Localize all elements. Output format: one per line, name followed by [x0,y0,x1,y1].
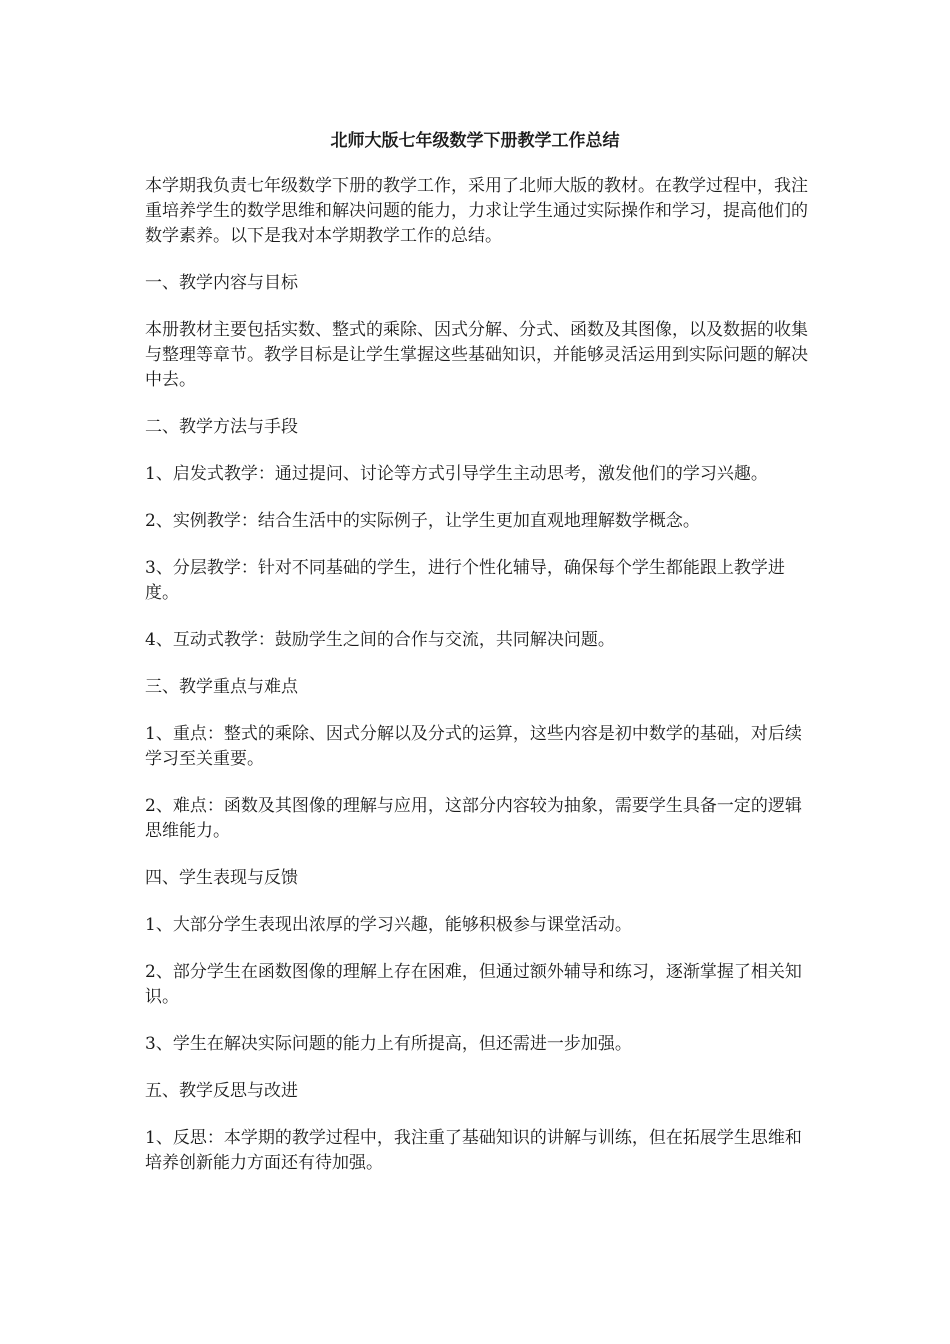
list-item-key-point: 1、重点：整式的乘除、因式分解以及分式的运算，这些内容是初中数学的基础，对后续学习至关重要。 [145,724,802,769]
document-title: 北师大版七年级数学下册教学工作总结 [330,131,620,151]
document-body [145,174,815,1176]
list-item-difficulty: 2、难点：函数及其图像的理解与应用，这部分内容较为抽象，需要学生具备一定的逻辑思维能力。 [145,796,802,841]
paragraph-content-goals: 本册教材主要包括实数、整式的乘除、因式分解、分式、函数及其图像，以及数据的收集与整理等章节。教学目标是让学生掌握这些基础知识，并能够灵活运用到实际问题的解决中去。 [145,320,808,390]
list-item-method-4: 4、互动式教学：鼓励学生之间的合作与交流，共同解决问题。 [145,630,615,650]
list-item-feedback-2: 2、部分学生在函数图像的理解上存在困难，但通过额外辅导和练习，逐渐掌握了相关知识。 [145,962,802,1007]
section-heading-methods: 二、教学方法与手段 [145,417,298,437]
section-heading-reflection: 五、教学反思与改进 [145,1081,298,1101]
intro-paragraph: 本学期我负责七年级数学下册的教学工作，采用了北师大版的教材。在教学过程中，我注重培养学生的数学思维和解决问题的能力，力求让学生通过实际操作和学习，提高他们的数学素养。以下是我对本学期教学工作的总结。 [145,176,808,246]
section-heading-student-feedback: 四、学生表现与反馈 [145,868,298,888]
list-item-reflection-1: 1、反思：本学期的教学过程中，我注重了基础知识的讲解与训练，但在拓展学生思维和培养创新能力方面还有待加强。 [145,1128,802,1173]
list-item-feedback-1: 1、大部分学生表现出浓厚的学习兴趣，能够积极参与课堂活动。 [145,915,632,935]
list-item-method-3: 3、分层教学：针对不同基础的学生，进行个性化辅导，确保每个学生都能跟上教学进度。 [145,558,785,603]
section-heading-content-goals: 一、教学内容与目标 [145,273,298,293]
list-item-method-1: 1、启发式教学：通过提问、讨论等方式引导学生主动思考，激发他们的学习兴趣。 [145,464,768,484]
list-item-method-2: 2、实例教学：结合生活中的实际例子，让学生更加直观地理解数学概念。 [145,511,700,531]
list-item-feedback-3: 3、学生在解决实际问题的能力上有所提高，但还需进一步加强。 [145,1034,632,1054]
section-heading-key-points: 三、教学重点与难点 [145,677,298,697]
